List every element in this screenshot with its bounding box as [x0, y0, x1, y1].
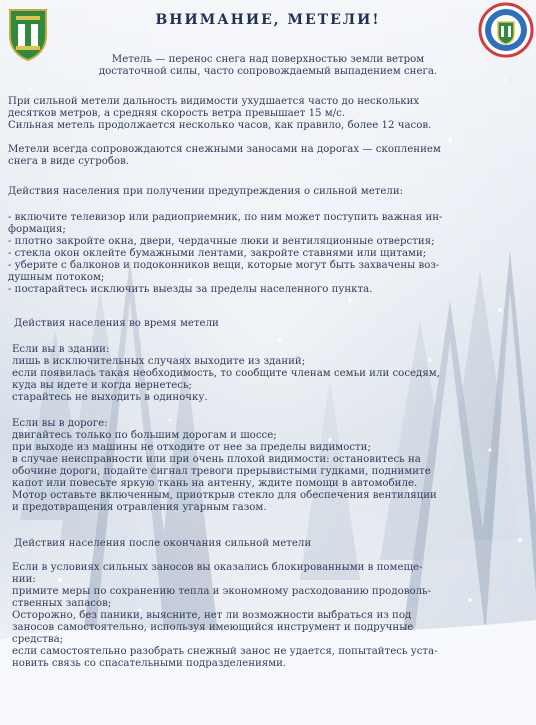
visibility-paragraph: При сильной метели дальность видимости ухудшается часто до нескольких десятков метров, а средняя скорость ветра превышает 15 м/с. Сильная метель продолжается несколько часов, как правило, более 12 часов.: [8, 96, 432, 131]
during-blizzard-heading: Действия населения во время метели: [14, 318, 219, 329]
page-title: ВНИМАНИЕ, МЕТЕЛИ!: [155, 12, 381, 28]
after-blizzard-section: Если в условиях сильных заносов вы оказались блокированными в помеще- нии: примите меры по сохранению тепла и экономному расходованию продоволь- ственных запасов; Осторожно, без паники, выясните, нет ли возможности выбраться из под заносов самостоятельно, используя имеющийся инструмент и подручные средства; если самостоятельно разобрать снежный занос не удается, попытайтесь уста- новить связь со спасательными подразделениями.: [12, 562, 438, 669]
snow-drifts-paragraph: Метели всегда сопровождаются снежными заносами на дорогах — скоплением снега в виде сугробов.: [8, 144, 441, 167]
emblem-icon: [478, 2, 534, 58]
on-road-section: Если вы в дороге: двигайтесь только по большим дорогам и шоссе; при выходе из машины не отходите от нее за пределы видимости; в случае неисправности или при очень плохой видимости: остановитесь на обочине дороги, подайте сигнал тревоги прерывистыми гудками, поднимите капот или повесьте яркую ткань на антенну, ждите помощи в автомобиле. Мотор оставьте включенным, приоткрыв стекло для обеспечения вентиляции и предотвращения отравления угарным газом.: [12, 418, 437, 513]
after-blizzard-heading: Действия населения после окончания сильной метели: [14, 538, 312, 549]
warning-actions-heading: Действия населения при получении предупреждения о сильной метели:: [8, 186, 404, 197]
warning-actions-list: - включите телевизор или радиоприемник, по ним может поступить важная ин- формация; - плотно закройте окна, двери, чердачные люки и вентиляционные отверстия; - стекла окон оклейте бумажными лентами, закройте ставнями или щитами; - уберите с балконов и подоконников вещи, которые могут быть захвачены воз- душным потоком; - постарайтесь исключить выезды за пределы населенного пункта.: [8, 212, 443, 295]
intro-definition: Метель — перенос снега над поверхностью земли ветром достаточной силы, часто сопровождаемый выпадением снега.: [98, 54, 438, 77]
in-building-section: Если вы в здании: лишь в исключительных случаях выходите из зданий; если появилась такая необходимость, то сообщите членам семьи или соседям, куда вы идете и когда вернетесь; старайтесь не выходить в одиночку.: [12, 344, 440, 403]
